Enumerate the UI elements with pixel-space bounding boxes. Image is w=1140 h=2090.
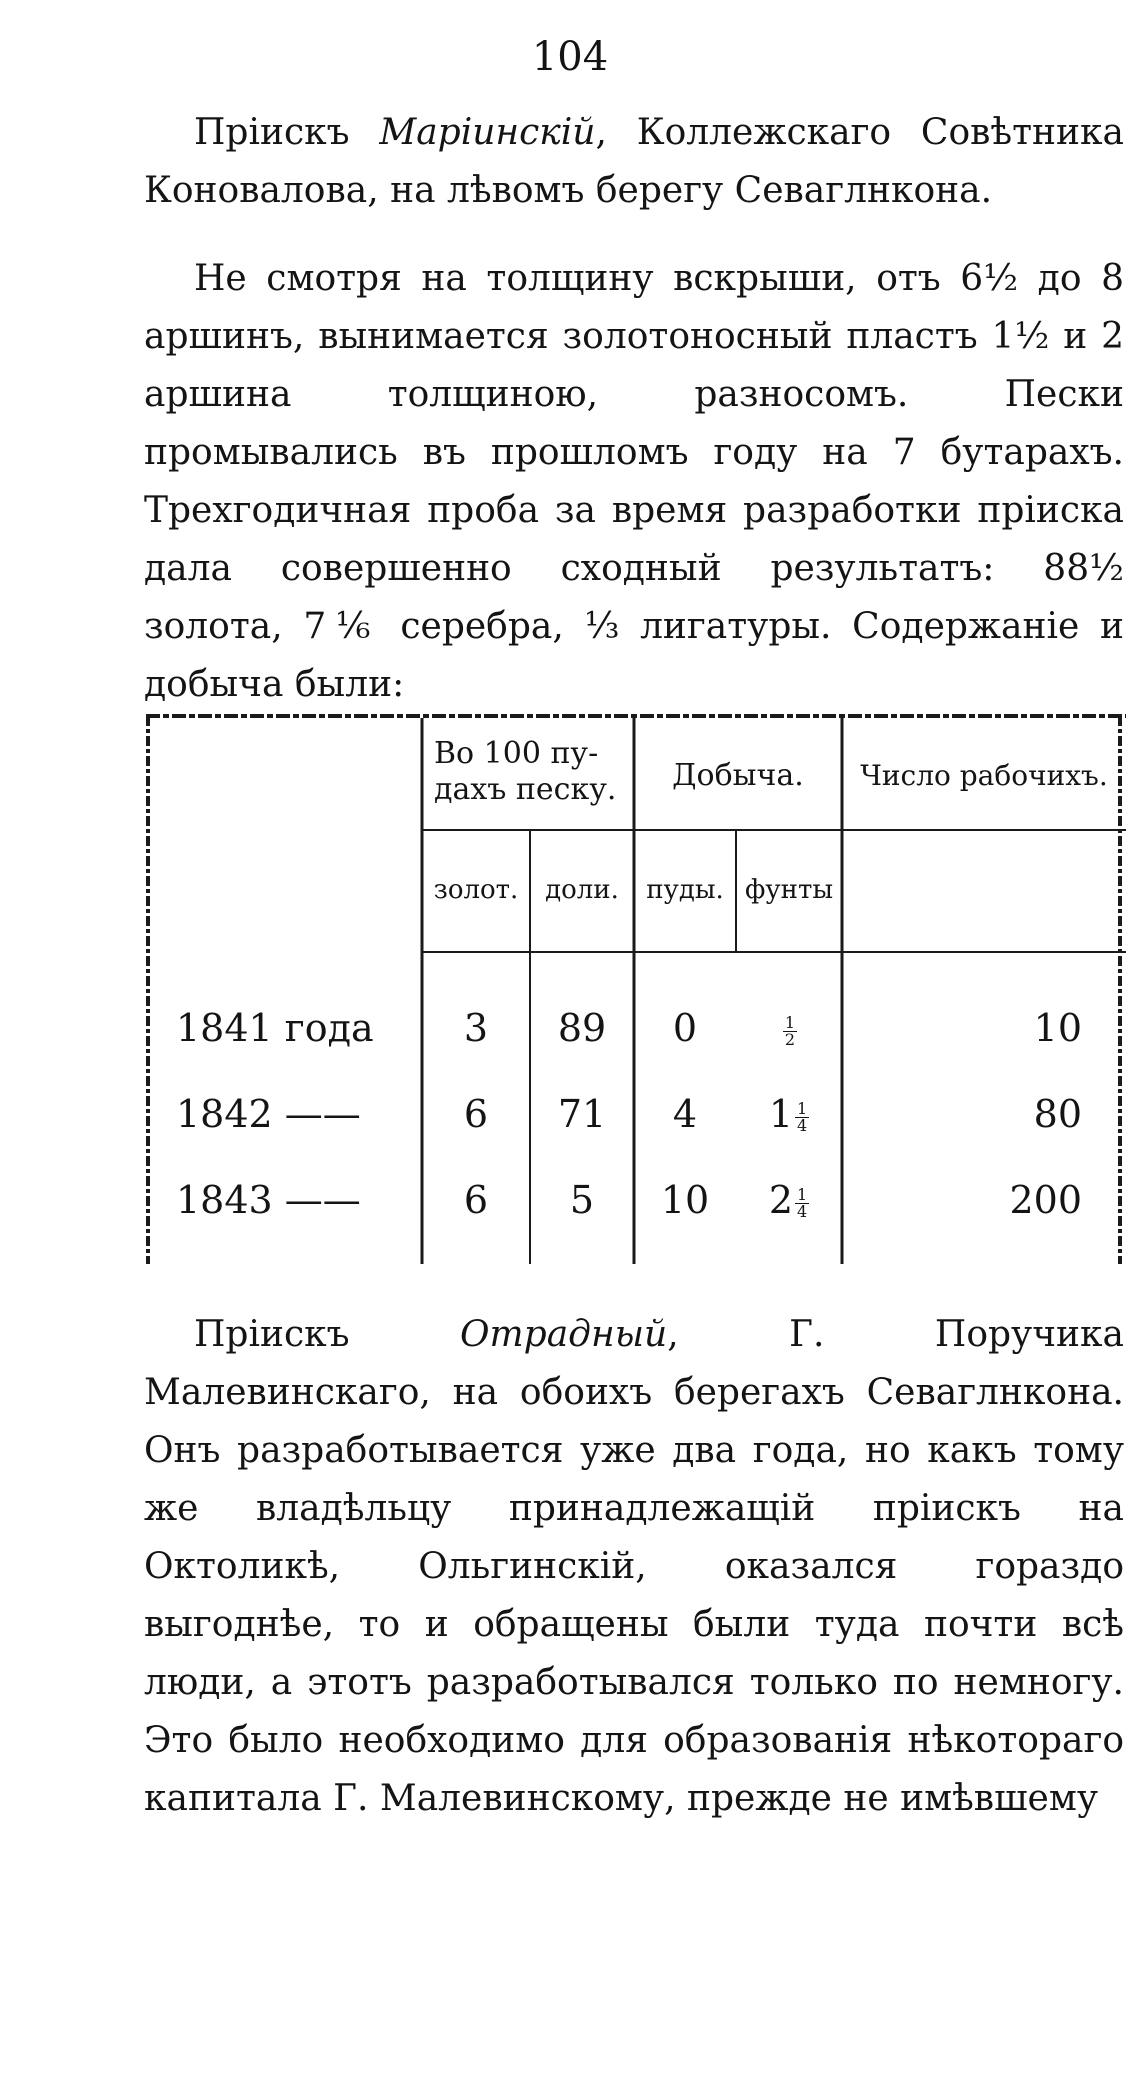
header-workers: Число рабочихъ. bbox=[860, 759, 1108, 792]
row-gold: 3 bbox=[463, 1006, 489, 1050]
header-gold: золот. bbox=[433, 875, 519, 905]
row-poods: 4 bbox=[672, 1092, 698, 1136]
row-pounds bbox=[736, 1010, 842, 1048]
paragraph-text: Не смотря на толщину вскрыши, отъ 6½ до 8 аршинъ, вынимается золотоносный пластъ 1½ и 2 аршина толщиною, разносомъ. Пески промывались въ прошломъ году на 7 бутарахъ. Трехгодичная проба за время разработки пріиска дала совершенно сходный результатъ: 88½ золота, 7⅙ серебра, ⅓ лигатуры. Содержаніе и добыча были: bbox=[144, 258, 1124, 705]
fraction-numerator: 1 bbox=[784, 1013, 796, 1032]
header-poods: пуды. bbox=[646, 875, 724, 905]
fraction-denominator: 4 bbox=[797, 1202, 808, 1221]
fraction-denominator: 4 bbox=[797, 1116, 808, 1135]
row-workers: 200 bbox=[1009, 1178, 1082, 1222]
paragraph-mine-otradny bbox=[144, 1306, 1124, 1828]
pounds-fraction bbox=[795, 1101, 809, 1134]
mine-title-prefix: Пріискъ bbox=[194, 112, 380, 153]
production-table bbox=[146, 712, 1126, 1268]
page-number: 104 bbox=[531, 34, 609, 80]
row-year: 1842 —— bbox=[176, 1092, 361, 1136]
row-poods: 10 bbox=[660, 1178, 710, 1222]
row-shares: 89 bbox=[557, 1006, 607, 1050]
mine-name-mariinsky: Маріинскій bbox=[379, 112, 596, 153]
mine-title-rest: , Коллежскаго Совѣтника Коновалова, на лѣвомъ берегу Севаглнкона. bbox=[144, 112, 1124, 211]
fraction-numerator: 1 bbox=[797, 1185, 808, 1204]
header-per-100-line1: Во 100 пу- bbox=[434, 736, 599, 771]
header-per-100-poods bbox=[424, 736, 632, 808]
pounds-fraction bbox=[795, 1187, 809, 1220]
header-per-100-line2: дахъ песку. bbox=[434, 772, 617, 807]
row-gold: 6 bbox=[463, 1092, 489, 1136]
pounds-whole: 2 bbox=[768, 1178, 793, 1222]
row-pounds bbox=[736, 1092, 842, 1136]
row-pounds bbox=[736, 1178, 842, 1222]
row-year: 1843 —— bbox=[176, 1178, 361, 1222]
paragraph-mine-mariinsky bbox=[144, 104, 1124, 220]
paragraph-text: , Г. Поручика Малевинскаго, на обоихъ берегахъ Севаглнкона. Онъ разработывается уже два года, но какъ тому же владѣльцу принадлежащій пріискъ на Октоликѣ, Ольгинскій, оказался гораздо выгоднѣе, то и обращены были туда почти всѣ люди, а этотъ разработывался только по немногу. Это было необходимо для образованія нѣкотораго капитала Г. Малевинскому, прежде не имѣвшему bbox=[144, 1314, 1124, 1819]
row-shares: 5 bbox=[569, 1178, 595, 1222]
row-gold: 6 bbox=[463, 1178, 489, 1222]
header-output: Добыча. bbox=[672, 758, 804, 793]
paragraph-mining-details bbox=[144, 250, 1124, 714]
pounds-whole: 1 bbox=[768, 1092, 793, 1136]
row-poods: 0 bbox=[672, 1006, 698, 1050]
mine-name-otradny: Отрадный bbox=[460, 1314, 668, 1355]
row-year: 1841 года bbox=[176, 1006, 374, 1050]
header-pounds: фунты bbox=[744, 875, 834, 905]
header-shares: доли. bbox=[545, 875, 619, 905]
row-shares: 71 bbox=[557, 1092, 607, 1136]
mine-title-prefix: Пріискъ bbox=[194, 1314, 461, 1355]
fraction-numerator: 1 bbox=[797, 1099, 808, 1118]
fraction-denominator: 2 bbox=[784, 1030, 796, 1049]
row-workers: 80 bbox=[1033, 1092, 1082, 1136]
pounds-fraction bbox=[783, 1015, 797, 1048]
row-workers: 10 bbox=[1033, 1006, 1082, 1050]
